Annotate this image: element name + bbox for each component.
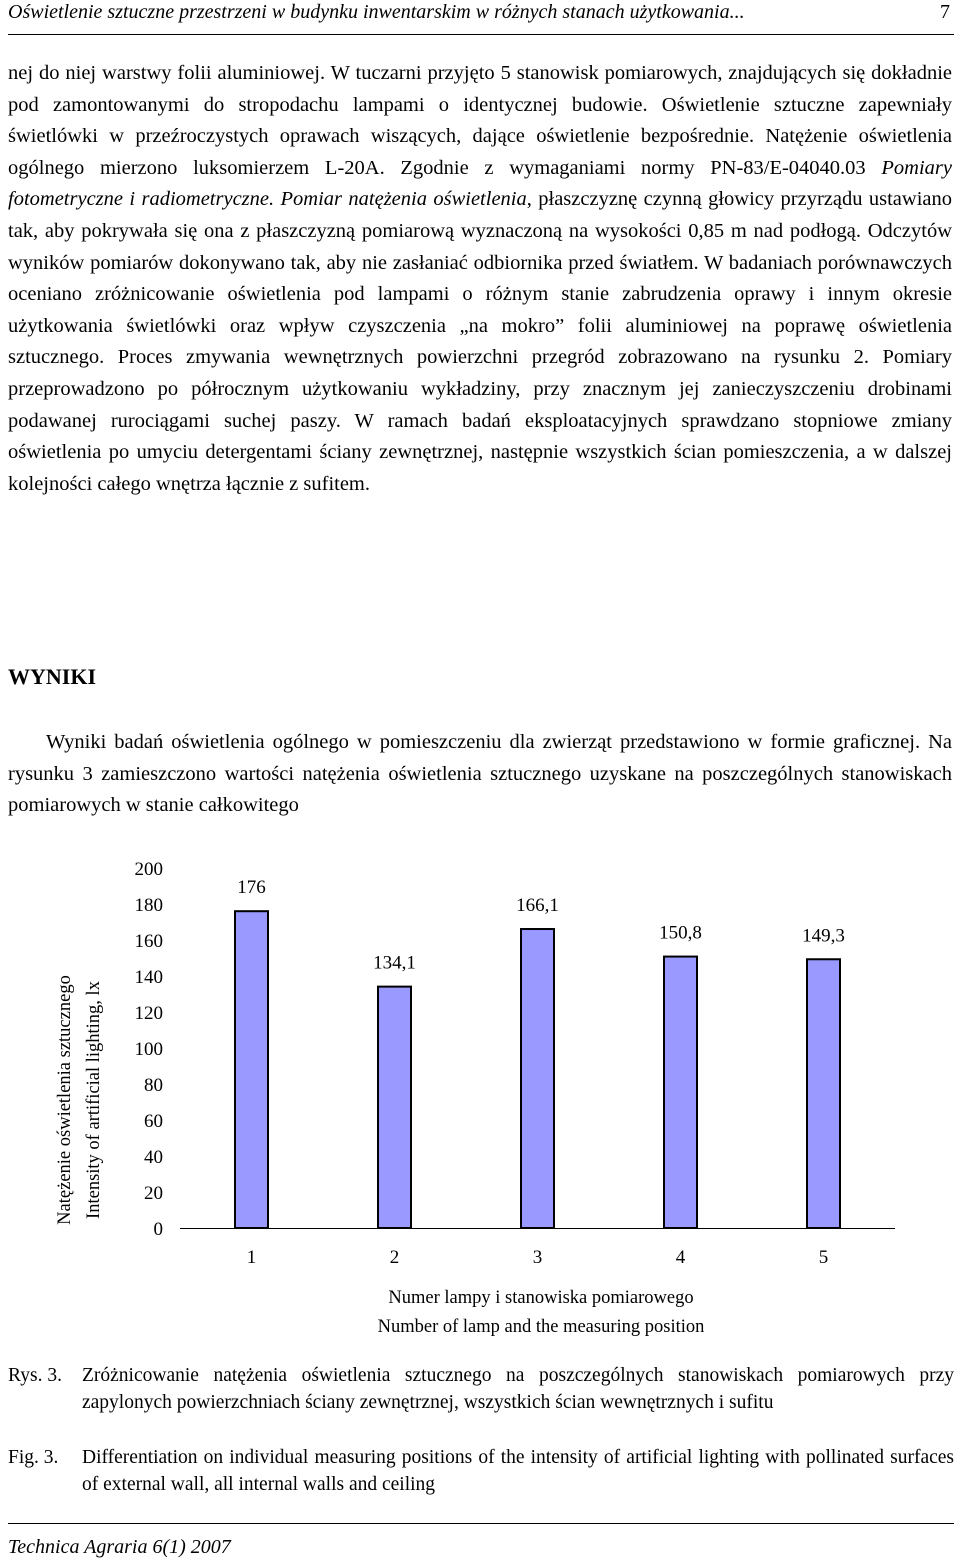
y-tick-label: 100 — [134, 1039, 163, 1060]
y-axis-label: Intensity of artificial lighting, lx — [84, 981, 104, 1219]
x-tick-label: 1 — [246, 1247, 257, 1268]
y-tick-label: 60 — [144, 1111, 163, 1132]
x-tick-label: 5 — [818, 1247, 829, 1268]
caption-label: Fig. 3. — [8, 1447, 59, 1468]
methods-text-after: , płaszczyznę czynną głowicy przyrządu ustawiano tak, aby pokrywała się ona z płaszczyzną pomiarową wyznaczoną na wysokości 0,85 m nad podłogą. Odczytów wyników pomiarów dokonywano tak, aby nie zasłaniać odbiornika przed światłem. W badaniach porównawczych oceniano zróżnicowanie oświetlenia pod lampami o różnym stanie zabrudzenia oprawy i innym okresie użytkowania świetlówki oraz wpływ czyszczenia „na mokro” folii aluminiowej na poprawę oświetlenia sztucznego. Proces zmywania wewnętrznych powierzchni przegród zobrazowano na rysunku 2. Pomiary przeprowadzono po półrocznym użytkowaniu wykładziny, przy znacznym jej zanieczyszczeniu drobinami podawanej rurociągami suchej paszy. W ramach badań eksploatacyjnych sprawdzano stopniowe zmiany oświetlenia po umyciu detergentami ściany zewnętrznej, następnie wszystkich ścian pomieszczenia, a w dalszej kolejności całego wnętrza łącznie z sufitem. — [8, 188, 952, 495]
journal-footer: Technica Agraria 6(1) 2007 — [8, 1536, 231, 1558]
y-tick-label: 120 — [134, 1003, 163, 1024]
x-axis-label: Number of lamp and the measuring position — [377, 1317, 705, 1337]
y-tick-label: 80 — [144, 1075, 163, 1096]
bar-chart — [0, 845, 960, 1345]
results-paragraph: Wyniki badań oświetlenia ogólnego w pomieszczeniu dla zwierząt przedstawiono w formie graficznej. Na rysunku 3 zamieszczono wartości natężenia oświetlenia sztucznego uzyskane na poszczególnych stanowiskach pomiarowych w stanie całkowitego — [8, 731, 952, 817]
caption-text: Zróżnicowanie natężenia oświetlenia sztucznego na poszczególnych stanowiskach pomiarowych przy zapylonych powierzchniach ściany zewnętrznej, wszystkich ścian wewnętrznych i sufitu — [82, 1365, 954, 1413]
data-label: 166,1 — [516, 895, 559, 917]
y-tick-label: 40 — [144, 1147, 163, 1168]
page-number: 7 — [940, 1, 950, 23]
data-label: 150,8 — [659, 922, 702, 944]
running-header — [8, 0, 954, 35]
footer-rule — [8, 1523, 954, 1524]
data-label: 134,1 — [373, 952, 416, 974]
y-tick-label: 0 — [153, 1219, 163, 1240]
norm-title: Pomiary fotometryczne i radiometryczne. — [8, 156, 952, 211]
x-axis-label: Numer lampy i stanowiska pomiarowego — [388, 1288, 694, 1308]
measurement-term: Pomiar natężenia oświetlenia — [280, 188, 527, 211]
bar — [521, 929, 554, 1228]
caption-text: Differentiation on individual measuring positions of the intensity of artificial lighting with pollinated surfaces of external wall, all internal walls and ceiling — [82, 1447, 954, 1495]
x-tick-label: 4 — [675, 1247, 686, 1268]
methods-text-before: nej do niej warstwy folii aluminiowej. W tuczarni przyjęto 5 stanowisk pomiarowych, znajdujących się dokładnie pod zamontowanymi do stropodachu lampami o identycznej budowie. Oświetlenie sztuczne zapewniały świetlówki w przeźroczystych oprawach wiszących, dające oświetlenie bezpośrednie. Natężenie oświetlenia ogólnego mierzono luksomierzem L-20A. Zgodnie z wymaganiami normy PN-83/E-04040.03 — [8, 62, 952, 179]
bar — [664, 957, 697, 1228]
methods-paragraph — [8, 58, 952, 500]
data-label: 176 — [237, 877, 266, 899]
x-tick-label: 3 — [532, 1247, 543, 1268]
y-tick-label: 140 — [134, 967, 163, 988]
bar — [378, 987, 411, 1228]
y-tick-label: 180 — [134, 895, 163, 916]
section-heading-results: WYNIKI — [8, 664, 97, 689]
y-axis-label: Natężenie oświetlenia sztucznego — [55, 975, 75, 1225]
y-tick-label: 160 — [134, 931, 163, 952]
running-header-title: Oświetlenie sztuczne przestrzeni w budynku inwentarskim w różnych stanach użytkowania... — [8, 1, 745, 23]
y-tick-label: 20 — [144, 1183, 163, 1204]
bar — [235, 911, 268, 1228]
bar — [807, 959, 840, 1228]
data-label: 149,3 — [802, 925, 845, 947]
y-tick-label: 200 — [134, 859, 163, 880]
x-tick-label: 2 — [389, 1247, 400, 1268]
caption-label: Rys. 3. — [8, 1365, 62, 1386]
